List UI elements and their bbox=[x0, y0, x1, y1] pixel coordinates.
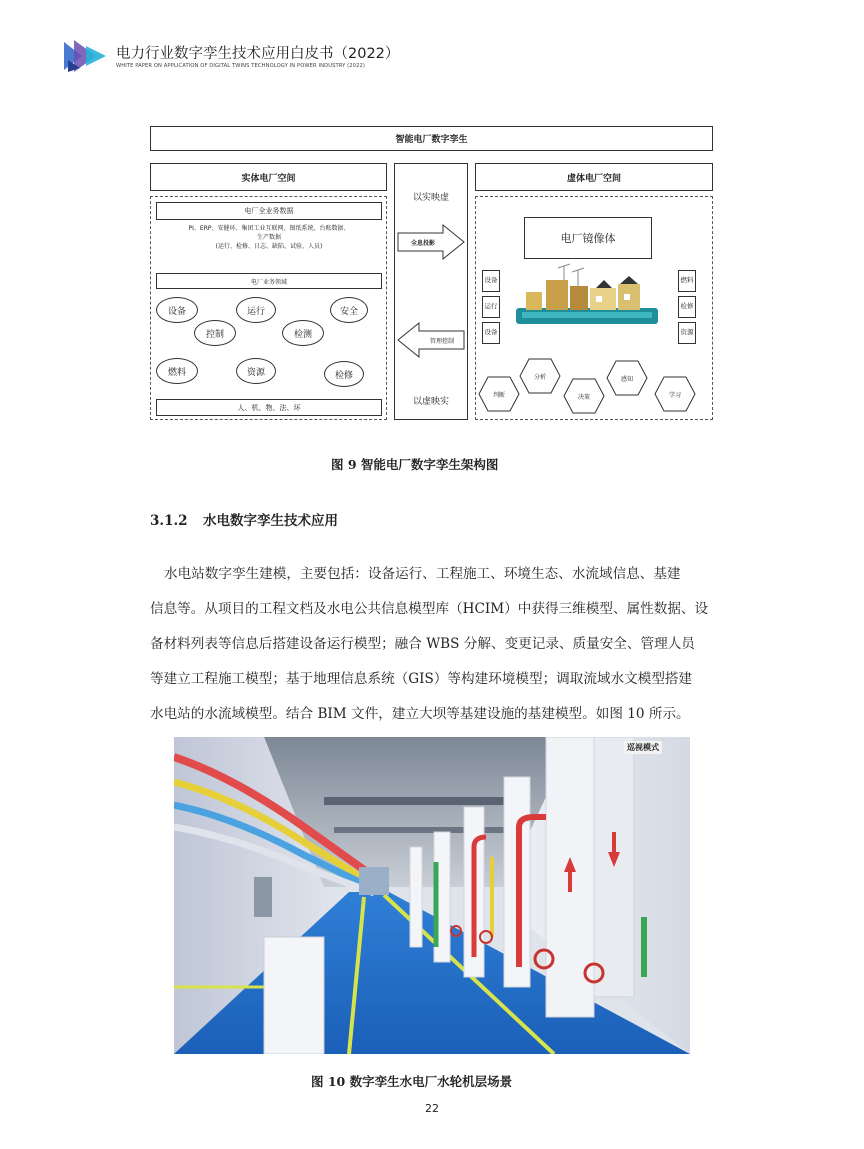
management-control-label: 管理控制 bbox=[429, 337, 454, 345]
domain-item-fuel: 燃料 bbox=[156, 358, 198, 384]
left-small-equipment: 设备 bbox=[482, 270, 500, 292]
right-small-maintenance: 检修 bbox=[678, 296, 696, 318]
hexagon-learn-label: 学习 bbox=[668, 391, 681, 399]
hexagon-decide-label: 决策 bbox=[577, 393, 590, 401]
header-subtitle: WHITE PAPER ON APPLICATION OF DIGITAL TWINS TECHNOLOGY IN POWER INDUSTRY (2022) bbox=[116, 63, 365, 69]
domain-item-resources: 资源 bbox=[236, 358, 276, 384]
figure-10-caption: 图 10 数字孪生水电厂水轮机层场景 bbox=[311, 1074, 513, 1089]
business-data-title: 电厂全业务数据 bbox=[156, 202, 382, 220]
figure-9-caption: 图 9 智能电厂数字孪生架构图 bbox=[331, 457, 499, 472]
domain-item-inspection: 检测 bbox=[282, 320, 324, 346]
virtual-space-title: 虚体电厂空间 bbox=[475, 163, 713, 191]
business-data-lines bbox=[156, 224, 382, 251]
holographic-projection-label: 全息投影 bbox=[410, 239, 435, 247]
hexagon-judge-label: 判断 bbox=[492, 391, 505, 399]
physical-space-title: 实体电厂空间 bbox=[150, 163, 387, 191]
view-mode-label: 巡视模式 bbox=[624, 741, 662, 754]
hexagon-analyze-label: 分析 bbox=[533, 373, 546, 381]
right-small-resources: 资源 bbox=[678, 322, 696, 344]
paragraph-line: 备材料列表等信息后搭建设备运行模型；融合 WBS 分解、变更记录、质量安全、管理人员 bbox=[150, 636, 695, 652]
domain-item-operation: 运行 bbox=[236, 297, 276, 323]
section-title: 水电数字孪生技术应用 bbox=[203, 513, 338, 529]
paragraph-line: 水电站数字孪生建模，主要包括：设备运行、工程施工、环境生态、水流域信息、基建 bbox=[164, 566, 681, 582]
mirror-title: 电厂镜像体 bbox=[524, 217, 652, 259]
body-paragraph bbox=[150, 557, 718, 732]
left-small-equipment-2: 设备 bbox=[482, 322, 500, 344]
real-to-virtual-label: 以实映虚 bbox=[412, 192, 449, 203]
paragraph-line: 等建立工程施工模型；基于地理信息系统（GIS）等构建环境模型；调取流域水文模型搭建 bbox=[150, 671, 693, 687]
section-number: 3.1.2 bbox=[150, 513, 188, 529]
business-domain-title: 电厂业务领域 bbox=[156, 273, 382, 289]
bottom-elements: 人、机、物、法、环 bbox=[156, 399, 382, 416]
section-heading bbox=[150, 509, 338, 529]
domain-item-maintenance: 检修 bbox=[324, 361, 364, 387]
business-data-line: (运行、检修、日志、缺陷、试验、人员) bbox=[215, 243, 323, 250]
domain-item-safety: 安全 bbox=[330, 297, 368, 323]
page-number: 22 bbox=[425, 1102, 439, 1115]
turbine-floor-scene-image bbox=[174, 737, 690, 1054]
domain-item-control: 控制 bbox=[194, 320, 236, 346]
diagram-top-title: 智能电厂数字孪生 bbox=[150, 126, 713, 151]
power-plant-illustration bbox=[512, 262, 662, 332]
domain-item-equipment: 设备 bbox=[156, 297, 198, 323]
header-title: 电力行业数字孪生技术应用白皮书（2022） bbox=[116, 46, 400, 62]
virtual-to-real-label: 以虚映实 bbox=[412, 396, 449, 407]
left-small-operation: 运行 bbox=[482, 296, 500, 318]
business-data-line: PI、ERP、安健环、集团工业互联网、图纸系统、台账数据、 bbox=[188, 225, 350, 232]
right-small-fuel: 燃料 bbox=[678, 270, 696, 292]
hexagon-perceive-label: 感知 bbox=[620, 375, 633, 383]
paragraph-line: 水电站的水流域模型。结合 BIM 文件，建立大坝等基建设施的基建模型。如图 10 所示。 bbox=[150, 706, 690, 722]
paragraph-line: 信息等。从项目的工程文档及水电公共信息模型库（HCIM）中获得三维模型、属性数据、设 bbox=[150, 601, 709, 617]
whitepaper-logo-icon bbox=[62, 38, 108, 74]
business-data-line: 生产数据 bbox=[256, 234, 281, 241]
